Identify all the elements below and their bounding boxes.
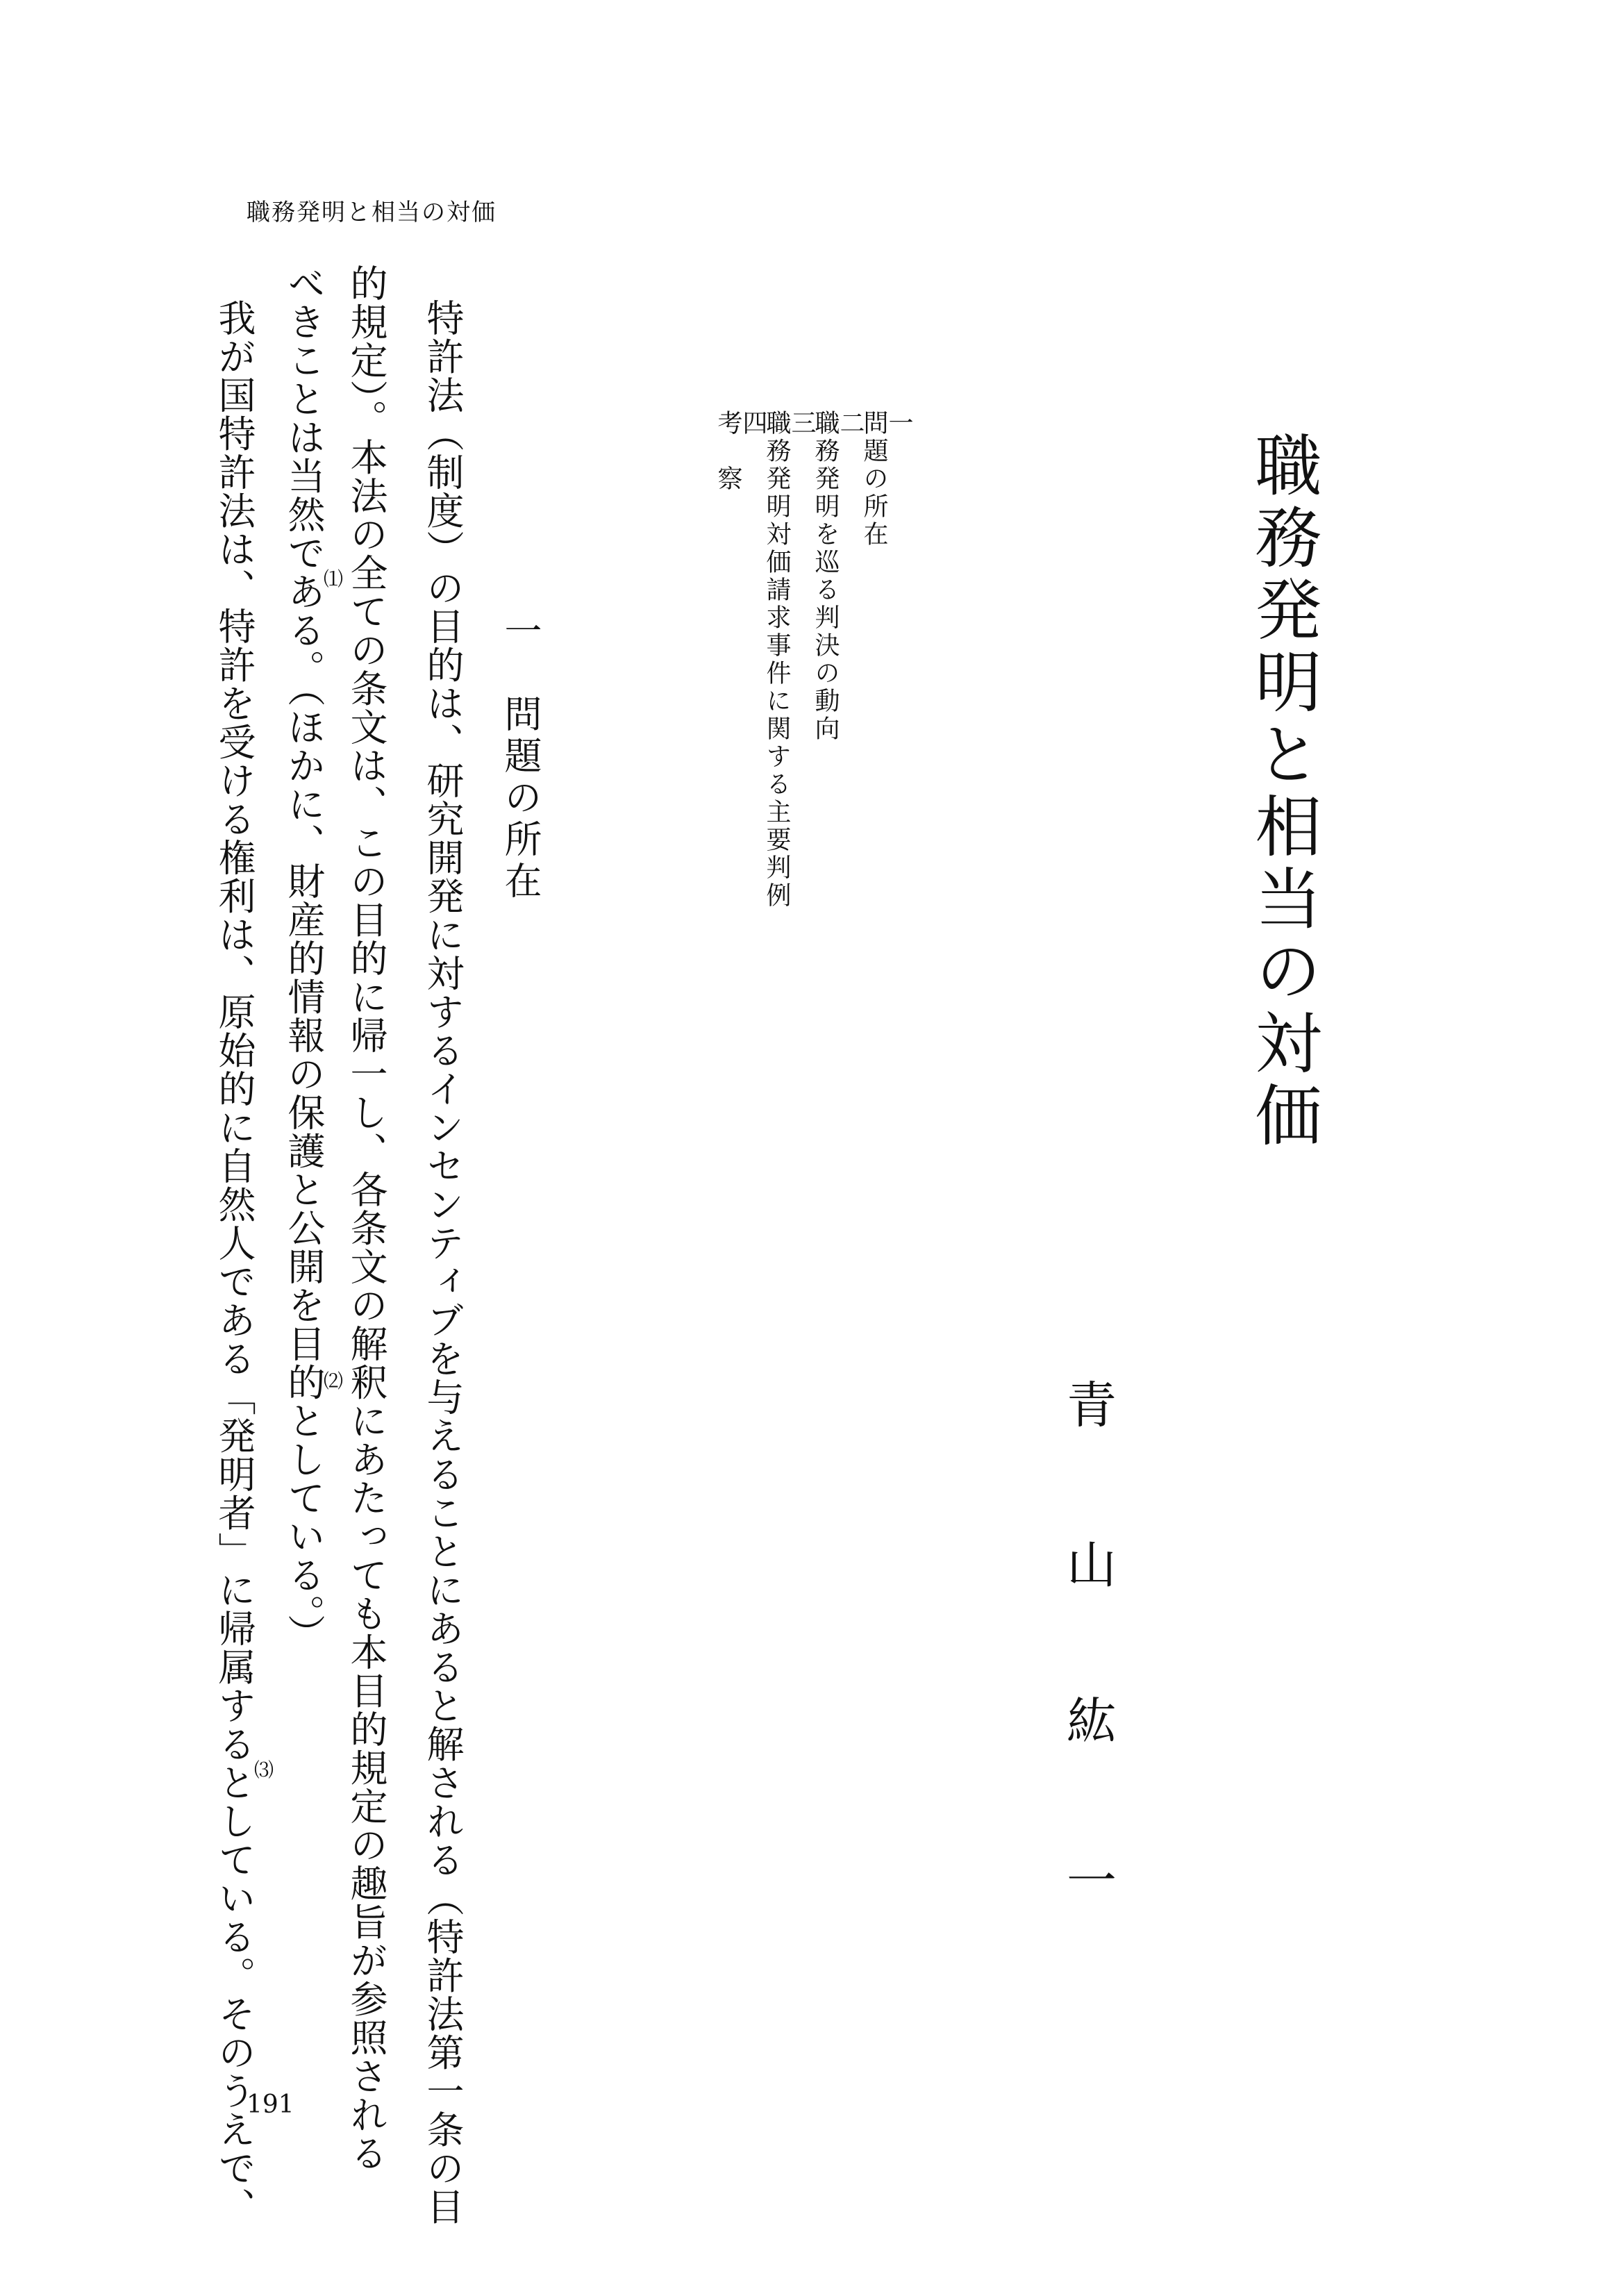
- toc-item-label: 問題の所在: [860, 410, 888, 549]
- author-char: 紘: [1058, 1695, 1117, 1745]
- body-text-line: 的規定）。本法の全ての条文は、この目的に帰一し、各条文の解釈にあたっても本目的規定の趣旨が参照される: [344, 264, 388, 2172]
- section-heading: 一 問題の所在: [499, 611, 542, 903]
- running-header: 職務発明と相当の対価: [247, 199, 497, 226]
- toc-item-label: 職務発明対価請求事件に関する主要判例: [762, 410, 791, 910]
- body-text-line: べきことは当然である。（ほかに、財産的情報の保護と公開を目的としている。）: [282, 264, 326, 1653]
- toc-item-label: 職務発明を巡る判決の動向: [811, 410, 840, 743]
- footnote-marker: ⑵: [324, 1370, 344, 1392]
- toc-item-1: [861, 410, 911, 549]
- page-number: 191: [247, 2090, 294, 2119]
- toc-item-label: 考 察: [714, 410, 742, 493]
- toc-item-2: [811, 410, 865, 743]
- body-text-line: 特許法（制度）の目的は、研究開発に対するインセンティブを与えることにあると解される（特許法第一条の目: [421, 299, 465, 2226]
- author-char: 青: [1058, 1379, 1117, 1429]
- toc-item-number: 一: [885, 410, 913, 438]
- author-char: 山: [1058, 1538, 1117, 1588]
- toc-item-4: [715, 410, 765, 493]
- body-text-line: 我が国特許法は、特許を受ける権利は、原始的に自然人である「発明者」に帰属するとしている。そのうえで、: [212, 299, 256, 2226]
- toc-item-number: 三: [787, 410, 816, 438]
- toc-item-number: 四: [739, 410, 767, 438]
- author-char: 一: [1058, 1854, 1117, 1904]
- footnote-marker: ⑴: [324, 567, 344, 590]
- footnote-marker: ⑶: [254, 1758, 274, 1781]
- toc-item-number: 二: [836, 410, 865, 438]
- article-title: 職務発明と相当の対価: [1244, 431, 1322, 1153]
- toc-item-3: [764, 410, 814, 910]
